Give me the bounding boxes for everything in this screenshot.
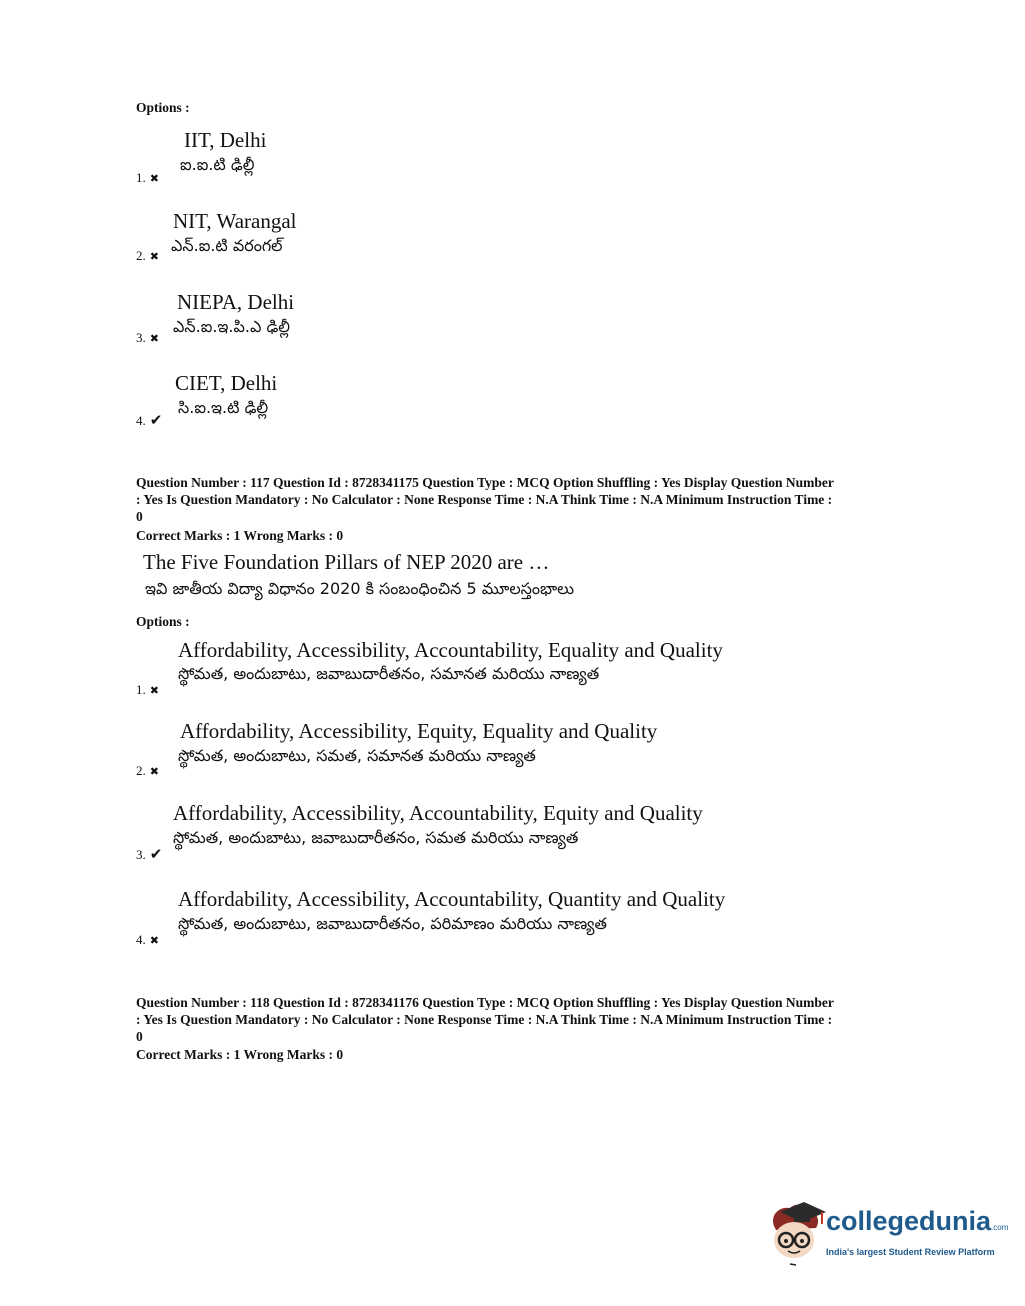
option-text-te: స్థోమత, అందుబాటు, జవాబుదారీతనం, పరిమాణం మరియు నాణ్యత [178, 914, 607, 933]
option-text-te: స్థోమత, అందుబాటు, జవాబుదారీతనం, సమానత మరియు నాణ్యత [178, 664, 600, 683]
check-icon: ✔ [149, 413, 163, 429]
cross-icon: ✖ [149, 173, 159, 185]
cross-icon: ✖ [149, 766, 159, 778]
option-number: 2. [136, 763, 146, 778]
meta-line: 0 [136, 509, 143, 524]
cross-icon: ✖ [149, 685, 159, 697]
option-text-en: NIT, Warangal [173, 209, 297, 233]
logo-name: collegedunia [826, 1206, 992, 1236]
q118-meta [136, 994, 896, 1045]
options-label: Options : [136, 614, 190, 629]
option-text-en: IIT, Delhi [184, 128, 267, 152]
option-text-en: Affordability, Accessibility, Accountability, Equality and Quality [178, 638, 723, 662]
option-number: 3. [136, 847, 146, 862]
option-text-te: స్థోమత, అందుబాటు, సమత, సమానత మరియు నాణ్యత [178, 746, 536, 765]
option-number-row [136, 932, 159, 948]
option-number-row [136, 248, 159, 264]
logo-dotcom: .com [991, 1223, 1009, 1232]
cross-icon: ✖ [149, 333, 159, 345]
option-number: 2. [136, 248, 146, 263]
option-number: 1. [136, 682, 146, 697]
option-number-row [136, 411, 162, 430]
option-text-te: ఎన్.ఐ.ఇ.పి.ఎ ఢిల్లీ [173, 317, 291, 336]
option-text-te: స్థోమత, అందుబాటు, జవాబుదారీతనం, సమత మరియు నాణ్యత [173, 828, 579, 847]
meta-line: : Yes Is Question Mandatory : No Calculator : None Response Time : N.A Think Time : N.A Minimum Instruction Time : [136, 492, 833, 507]
logo-wordmark [826, 1206, 1008, 1237]
option-text-te: సి.ఐ.ఇ.టి ఢిల్లీ [178, 398, 269, 417]
option-number: 4. [136, 413, 146, 428]
option-number-row [136, 763, 159, 779]
option-text-en: Affordability, Accessibility, Accountability, Equity and Quality [173, 801, 703, 825]
option-number-row [136, 170, 159, 186]
mascot-icon [766, 1200, 826, 1266]
option-text-en: Affordability, Accessibility, Equity, Equality and Quality [180, 719, 658, 743]
meta-line: 0 [136, 1029, 143, 1044]
question-text-en: The Five Foundation Pillars of NEP 2020 are … [143, 550, 550, 574]
q118-marks: Correct Marks : 1 Wrong Marks : 0 [136, 1047, 344, 1062]
q117-marks: Correct Marks : 1 Wrong Marks : 0 [136, 528, 344, 543]
meta-line: : Yes Is Question Mandatory : No Calculator : None Response Time : N.A Think Time : N.A Minimum Instruction Time : [136, 1012, 833, 1027]
option-number: 1. [136, 170, 146, 185]
q117-meta [136, 474, 896, 525]
option-text-te: ఎన్.ఐ.టి వరంగల్ [171, 236, 283, 255]
option-text-en: CIET, Delhi [175, 371, 278, 395]
cross-icon: ✖ [149, 251, 159, 263]
option-number-row [136, 845, 162, 864]
cross-icon: ✖ [149, 935, 159, 947]
option-text-en: NIEPA, Delhi [177, 290, 295, 314]
option-number: 4. [136, 932, 146, 947]
option-number: 3. [136, 330, 146, 345]
meta-line: Question Number : 117 Question Id : 8728341175 Question Type : MCQ Option Shuffling : Yes Display Question Number [136, 475, 834, 490]
option-number-row [136, 330, 159, 346]
check-icon: ✔ [149, 847, 163, 863]
question-text-te: ఇవి జాతీయ విద్యా విధానం 2020 కి సంబంధించిన 5 మూలస్తంభాలు [145, 579, 575, 598]
logo-tagline: India's largest Student Review Platform [826, 1247, 995, 1257]
options-label: Options : [136, 100, 190, 115]
option-text-te: ఐ.ఐ.టి ఢిల్లీ [180, 155, 255, 174]
collegedunia-logo [766, 1198, 1009, 1270]
option-number-row [136, 682, 159, 698]
meta-line: Question Number : 118 Question Id : 8728341176 Question Type : MCQ Option Shuffling : Yes Display Question Number [136, 995, 834, 1010]
option-text-en: Affordability, Accessibility, Accountability, Quantity and Quality [178, 887, 726, 911]
